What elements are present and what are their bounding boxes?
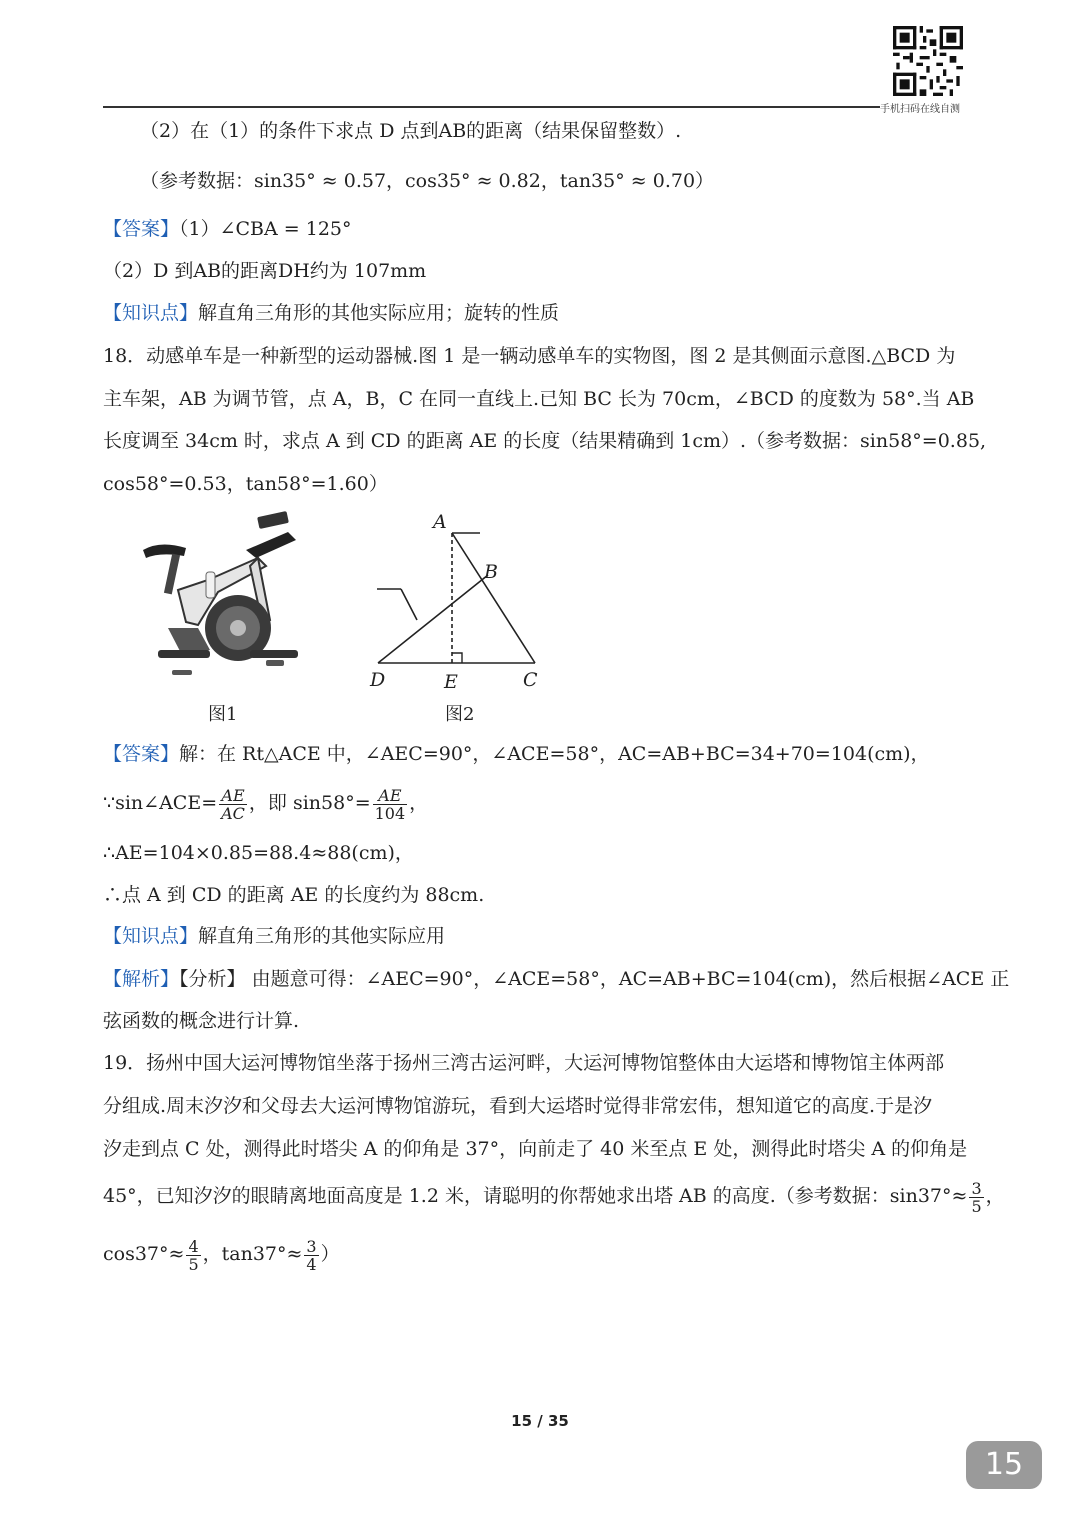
answer-text: （1）∠CBA = 125°	[179, 218, 352, 240]
sol2-pre: ∵sin∠ACE=	[103, 792, 218, 814]
q18-line-1: 18．动感单车是一种新型的运动器械.图 1 是一辆动感单车的实物图，图 2 是其侧面示意图.△BCD 为	[103, 345, 956, 367]
q18-knowledge-point	[103, 923, 445, 949]
sol2-post: ，	[409, 792, 429, 814]
page-number: 15 / 35	[511, 1412, 569, 1430]
q19-line-2: 分组成.周末汐汐和父母去大运河博物馆游玩，看到大运塔时觉得非常宏伟，想知道它的高度.于是汐	[103, 1095, 933, 1117]
q17-reference-data: （参考数据：sin35° ≈ 0.57，cos35° ≈ 0.82，tan35° ≈ 0.70）	[140, 170, 715, 192]
frac-num: 3	[306, 1236, 317, 1256]
solution-line-1: 解：在 Rt△ACE 中，∠AEC=90°，∠ACE=58°，AC=AB+BC=34+70=104(cm)，	[179, 743, 930, 765]
q18-line-4: cos58°=0.53，tan58°=1.60）	[103, 473, 388, 495]
analysis-tag: 【解析】	[103, 968, 180, 990]
q19-line5-c: ）	[320, 1243, 340, 1265]
frac-num: 3	[971, 1178, 982, 1198]
fraction-3-4	[304, 1238, 318, 1273]
fraction-3-5	[969, 1180, 983, 1215]
q17-answer-2: （2）D 到AB的距离DH约为 107mm	[103, 260, 427, 282]
analysis-subtag: 【分析】	[179, 968, 246, 990]
label-b: B	[484, 561, 498, 583]
label-a: A	[433, 511, 447, 533]
page-badge[interactable]: 15	[966, 1441, 1042, 1489]
fraction-ae-104	[373, 787, 408, 822]
q17-part2: （2）在（1）的条件下求点 D 点到AB的距离（结果保留整数）.	[140, 120, 682, 142]
frac-den: 5	[971, 1196, 982, 1216]
header-rule	[103, 106, 880, 108]
frac-num: AE	[219, 787, 247, 805]
q19-line-5	[103, 1236, 340, 1273]
label-d: D	[370, 669, 386, 691]
q18-answer	[103, 741, 930, 767]
q18-line-2: 主车架，AB 为调节管，点 A，B，C 在同一直线上.已知 BC 长为 70cm，∠BCD 的度数为 58°.当 AB	[103, 388, 975, 410]
q19-line-4	[103, 1178, 1005, 1215]
solution-line-2	[103, 785, 428, 822]
fraction-4-5	[186, 1238, 200, 1273]
fraction-ae-ac	[219, 787, 247, 822]
knowledge-tag: 【知识点】	[103, 302, 199, 324]
frac-den: 5	[188, 1254, 199, 1274]
right-angle-mark	[452, 653, 462, 663]
answer-tag: 【答案】	[103, 218, 180, 240]
geometry-diagram	[360, 508, 560, 698]
q19-line-1: 19．扬州中国大运河博物馆坐落于扬州三湾古运河畔，大运河博物馆整体由大运塔和博物馆主体两部	[103, 1052, 945, 1074]
q19-line5-b: ，tan37°≈	[202, 1243, 303, 1265]
q18-analysis-2: 弦函数的概念进行计算.	[103, 1010, 300, 1032]
seat-post	[401, 589, 417, 620]
q19-line-3: 汐走到点 C 处，测得此时塔尖 A 的仰角是 37°，向前走了 40 米至点 E 处，测得此时塔尖 A 的仰角是	[103, 1138, 968, 1160]
solution-line-4: ∴点 A 到 CD 的距离 AE 的长度约为 88cm.	[103, 884, 485, 906]
analysis-text: 由题意可得：∠AEC=90°，∠ACE=58°，AC=AB+BC=104(cm)，然后根据∠ACE 正	[245, 968, 1010, 990]
qr-caption: 手机扫码在线自测	[880, 104, 960, 115]
label-e: E	[444, 671, 458, 693]
solution-line-3: ∴AE=104×0.85=88.4≈88(cm)，	[103, 842, 414, 864]
label-c: C	[523, 669, 538, 691]
segment-ac	[452, 533, 535, 663]
knowledge-text: 解直角三角形的其他实际应用；旋转的性质	[198, 302, 560, 324]
exercise-bike-image	[138, 510, 308, 685]
q19-line4-post: ，	[985, 1185, 1005, 1207]
sol2-mid: ，即 sin58°=	[248, 792, 371, 814]
q18-analysis	[103, 966, 1009, 992]
q19-line4-text: 45°，已知汐汐的眼睛离地面高度是 1.2 米，请聪明的你帮她求出塔 AB 的高度.（参考数据：sin37°≈	[103, 1185, 968, 1207]
answer-tag: 【答案】	[103, 743, 180, 765]
knowledge-text: 解直角三角形的其他实际应用	[198, 925, 446, 947]
knowledge-tag: 【知识点】	[103, 925, 199, 947]
q17-knowledge-point	[103, 300, 559, 326]
frac-den: AC	[221, 803, 245, 823]
figure-1-caption: 图1	[208, 704, 238, 725]
frac-den: 104	[374, 803, 406, 823]
q18-line-3: 长度调至 34cm 时，求点 A 到 CD 的距离 AE 的长度（结果精确到 1cm）.（参考数据：sin58°=0.85,	[103, 430, 987, 452]
frac-num: 4	[188, 1236, 199, 1256]
qr-code	[893, 26, 963, 96]
q19-line5-a: cos37°≈	[103, 1243, 185, 1265]
figure-2-caption: 图2	[445, 704, 475, 725]
q17-answer-1	[103, 216, 352, 242]
frac-den: 4	[306, 1254, 317, 1274]
frac-num: AE	[373, 787, 408, 805]
